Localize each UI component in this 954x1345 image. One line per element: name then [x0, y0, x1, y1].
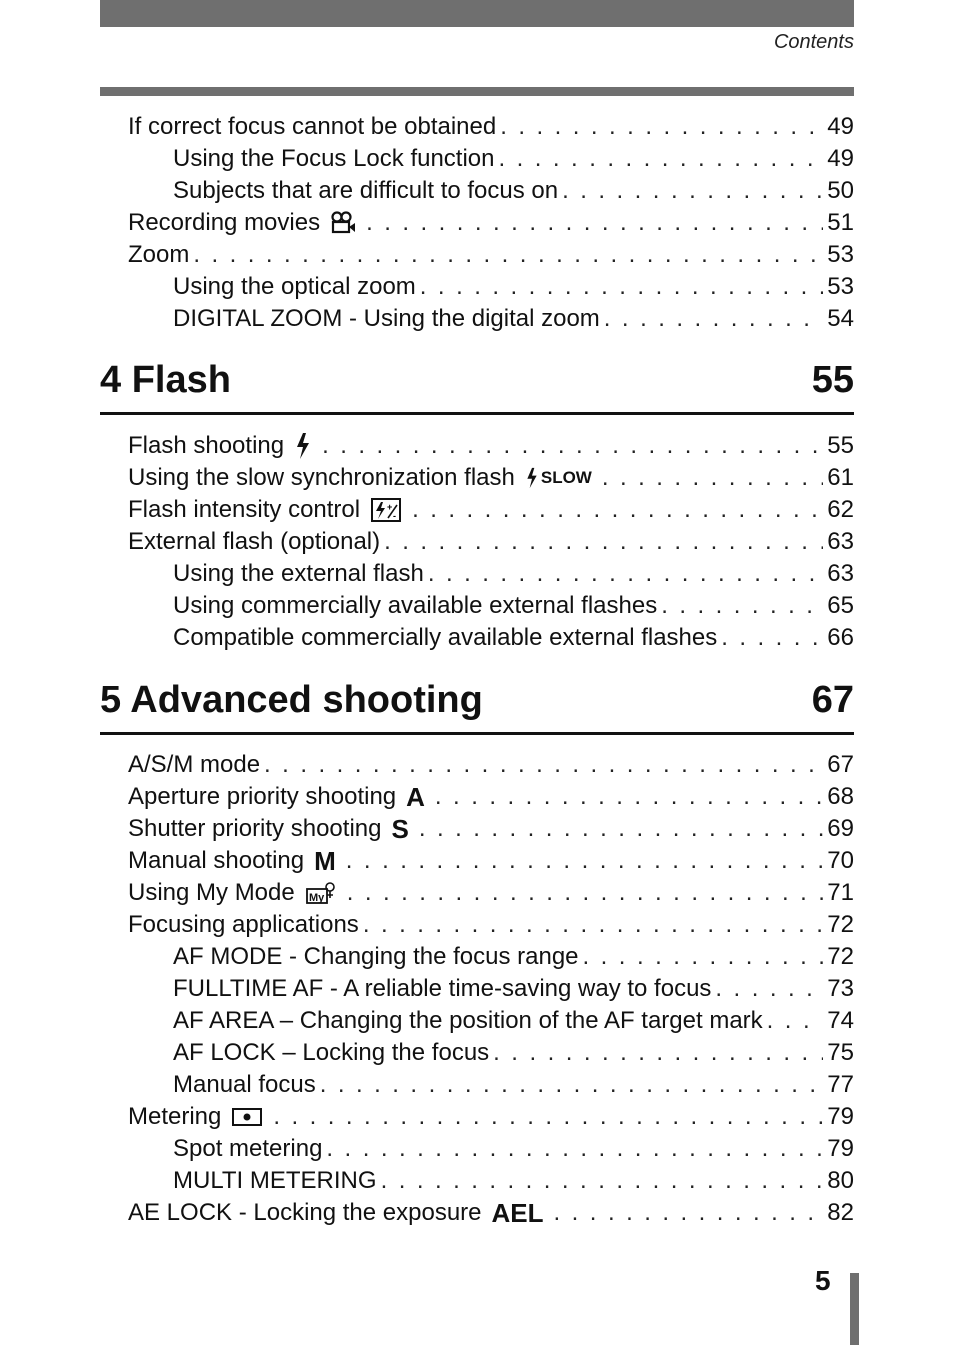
toc-entry-title-text: AF MODE - Changing the focus range [173, 943, 579, 970]
toc-entry-title [173, 1069, 316, 1101]
dot-leader [661, 590, 823, 622]
movie-camera-icon [330, 211, 356, 235]
toc-entry-page: 75 [827, 1039, 854, 1066]
toc-entry-title [128, 845, 342, 877]
toc-entry-title [128, 462, 598, 494]
toc-entry[interactable] [128, 1005, 854, 1037]
toc-entry-title [128, 430, 318, 462]
toc-entry-title [173, 1133, 322, 1165]
toc-entry-title [173, 175, 558, 207]
toc-entry-title-text: External flash (optional) [128, 528, 381, 555]
toc-entry-page: 70 [827, 847, 854, 874]
toc-entry[interactable] [128, 590, 854, 622]
toc-entry-title-text: Focusing applications [128, 911, 359, 938]
toc-entry-title [128, 1197, 550, 1229]
toc-entry-page: 69 [827, 815, 854, 842]
toc-entry-page: 54 [827, 305, 854, 332]
toc-entry-title-text: A/S/M mode [128, 751, 261, 778]
dot-leader [493, 1037, 823, 1069]
toc-entry-page: 51 [827, 209, 854, 236]
icon-label: A [406, 782, 425, 812]
toc-entry-page: 66 [827, 624, 854, 651]
toc-entry-title [173, 558, 424, 590]
toc-entry-page: 49 [827, 145, 854, 172]
page-number: 5 [815, 1265, 831, 1296]
toc-entry[interactable] [128, 494, 854, 526]
toc-group-advanced-shooting [128, 749, 854, 1229]
toc-entry-page: 80 [827, 1167, 854, 1194]
toc-entry-title [173, 973, 711, 1005]
manual-mode-icon [314, 848, 336, 874]
toc-entry[interactable] [128, 845, 854, 877]
toc-entry[interactable] [128, 813, 854, 845]
toc-entry-title [128, 526, 380, 558]
toc-entry[interactable] [128, 909, 854, 941]
toc-entry-title [128, 239, 189, 271]
toc-entry[interactable] [128, 143, 854, 175]
toc-entry-title-text: Flash shooting [128, 432, 285, 459]
icon-label: SLOW [540, 468, 592, 487]
shutter-mode-icon [391, 816, 408, 842]
toc-entry-page: 63 [827, 560, 854, 587]
toc-entry-page: 74 [827, 1007, 854, 1034]
chapter-page: 67 [811, 679, 854, 721]
toc-entry-title-text: Spot metering [173, 1135, 323, 1162]
toc-entry[interactable] [128, 877, 854, 909]
toc-entry[interactable] [128, 781, 854, 813]
svg-text:-: - [393, 511, 397, 521]
toc-entry[interactable] [128, 1133, 854, 1165]
toc-entry-title [173, 1165, 377, 1197]
flash-icon [294, 432, 312, 460]
toc-entry-title [128, 909, 359, 941]
dot-leader [499, 143, 824, 175]
dot-leader [320, 1069, 824, 1101]
toc-entry[interactable] [128, 1197, 854, 1229]
toc-entry-title-text: FULLTIME AF - A reliable time-saving way to focus [173, 975, 712, 1002]
svg-text:My: My [308, 892, 325, 904]
toc-entry-page: 71 [827, 879, 854, 906]
icon-label: AEL [491, 1198, 544, 1228]
toc-entry-title-text: Zoom [128, 241, 190, 268]
toc-entry-title-text: Aperture priority shooting [128, 783, 397, 810]
chapter-title: 4 Flash [100, 359, 231, 401]
dot-leader [435, 781, 823, 813]
dot-leader [602, 462, 823, 494]
dot-leader [604, 303, 824, 335]
dot-leader [562, 175, 823, 207]
dot-leader [264, 749, 823, 781]
toc-entry[interactable] [128, 622, 854, 654]
toc-entry-title [173, 590, 657, 622]
toc-entry-title-text: Manual focus [173, 1071, 316, 1098]
svg-text:+: + [387, 502, 393, 512]
dot-leader [554, 1197, 824, 1229]
toc-entry-title [173, 1005, 763, 1037]
toc-entry-page: 63 [827, 528, 854, 555]
toc-entry[interactable] [128, 462, 854, 494]
dot-leader [412, 494, 823, 526]
toc-entry-title [173, 303, 600, 335]
toc-entry-title [173, 1037, 489, 1069]
dot-leader [420, 271, 824, 303]
toc-entry-title-text: AF LOCK – Locking the focus [173, 1039, 490, 1066]
dot-leader [767, 1005, 824, 1037]
toc-entry-page: 53 [827, 273, 854, 300]
toc-entry-page: 79 [827, 1135, 854, 1162]
header-section-label: Contents [773, 31, 854, 53]
toc-entry-title-text: If correct focus cannot be obtained [128, 113, 497, 140]
dot-leader [715, 973, 823, 1005]
toc-entry-title-text: Compatible commercially available external flashes [173, 624, 718, 651]
dot-leader [428, 558, 823, 590]
toc-entry-title-text: MULTI METERING [173, 1167, 377, 1194]
toc-entry-page: 82 [827, 1199, 854, 1226]
toc-entry-title-text: Using the external flash [173, 560, 424, 587]
toc-entry[interactable] [128, 271, 854, 303]
dot-leader [347, 877, 824, 909]
toc-entry-title [173, 941, 579, 973]
dot-leader [721, 622, 823, 654]
toc-entry-title-text: Recording movies [128, 209, 321, 236]
icon-label: S [391, 814, 409, 844]
toc-entry[interactable] [128, 207, 854, 239]
toc-entry[interactable] [128, 1037, 854, 1069]
toc-entry-title-text: Using the Focus Lock function [173, 145, 495, 172]
aperture-mode-icon [406, 784, 425, 810]
toc-entry[interactable] [128, 973, 854, 1005]
toc-entry[interactable] [128, 1101, 854, 1133]
toc-entry[interactable] [128, 749, 854, 781]
toc-entry-page: 61 [827, 464, 854, 491]
toc-entry-page: 55 [827, 432, 854, 459]
toc-entry-title-text: AF AREA – Changing the position of the AF target mark [173, 1007, 763, 1034]
toc-entry-title-text: AE LOCK - Locking the exposure [128, 1199, 482, 1226]
toc-group-continued [128, 111, 854, 335]
dot-leader [273, 1101, 823, 1133]
toc-entry[interactable] [128, 558, 854, 590]
chapter-title: 5 Advanced shooting [100, 679, 483, 721]
toc-entry-title-text: Flash intensity control [128, 496, 361, 523]
header-rule [100, 87, 854, 96]
toc-entry-page: 53 [827, 241, 854, 268]
dot-leader [363, 909, 823, 941]
toc-entry-title [128, 749, 260, 781]
toc-entry-title-text: Shutter priority shooting [128, 815, 382, 842]
toc-entry-page: 73 [827, 975, 854, 1002]
toc-entry[interactable] [128, 111, 854, 143]
toc-entry-title-text: DIGITAL ZOOM - Using the digital zoom [173, 305, 600, 332]
toc-entry-title [128, 111, 496, 143]
toc-entry-title [128, 1101, 269, 1133]
toc-entry[interactable] [128, 239, 854, 271]
toc-entry-title [173, 143, 495, 175]
chapter-heading-4[interactable] [100, 358, 854, 415]
spot-metering-icon [231, 1106, 263, 1128]
ae-lock-icon [492, 1200, 544, 1226]
toc-entry[interactable] [128, 526, 854, 558]
toc-entry-title-text: Using commercially available external flashes [173, 592, 658, 619]
toc-entry-title [173, 622, 717, 654]
dot-leader [326, 1133, 823, 1165]
toc-entry-page: 62 [827, 496, 854, 523]
dot-leader [419, 813, 823, 845]
toc-entry-page: 72 [827, 911, 854, 938]
toc-entry-page: 67 [827, 751, 854, 778]
toc-entry-title-text: Using the slow synchronization flash [128, 464, 515, 491]
dot-leader [322, 430, 823, 462]
toc-entry-title [128, 207, 362, 239]
chapter-page: 55 [811, 359, 854, 401]
dot-leader [366, 207, 823, 239]
toc-entry-title-text: Using My Mode [128, 879, 295, 906]
toc-entry-title-text: Using the optical zoom [173, 273, 416, 300]
toc-entry-title-text: Subjects that are difficult to focus on [173, 177, 559, 204]
toc-entry[interactable] [128, 941, 854, 973]
toc-entry-page: 49 [827, 113, 854, 140]
flash-slow-icon [525, 465, 592, 491]
toc-entry-title-text: Metering [128, 1103, 222, 1130]
toc-entry-title [128, 813, 415, 845]
toc-entry-title-text: Manual shooting [128, 847, 305, 874]
dot-leader [381, 1165, 824, 1197]
toc-entry[interactable] [128, 1069, 854, 1101]
toc-entry-page: 77 [827, 1071, 854, 1098]
dot-leader [500, 111, 823, 143]
toc-entry-page: 68 [827, 783, 854, 810]
toc-entry[interactable] [128, 1165, 854, 1197]
dot-leader [346, 845, 824, 877]
toc-entry-title [128, 494, 408, 526]
toc-entry[interactable] [128, 430, 854, 462]
chapter-heading-5[interactable] [100, 678, 854, 735]
toc-entry-title [128, 781, 431, 813]
toc-group-flash [128, 430, 854, 654]
header-top-bar [100, 0, 854, 27]
toc-entry[interactable] [128, 303, 854, 335]
toc-entry-title [173, 271, 416, 303]
toc-entry-page: 72 [827, 943, 854, 970]
flash-intensity-icon [370, 497, 402, 523]
toc-entry-title [128, 877, 343, 909]
dot-leader [193, 239, 823, 271]
toc-entry-page: 50 [827, 177, 854, 204]
toc-entry-page: 65 [827, 592, 854, 619]
icon-label: M [314, 846, 336, 876]
page-edge-tab [850, 1273, 859, 1345]
dot-leader [384, 526, 823, 558]
dot-leader [583, 941, 824, 973]
my-mode-icon [305, 881, 337, 905]
toc-entry[interactable] [128, 175, 854, 207]
toc-entry-page: 79 [827, 1103, 854, 1130]
